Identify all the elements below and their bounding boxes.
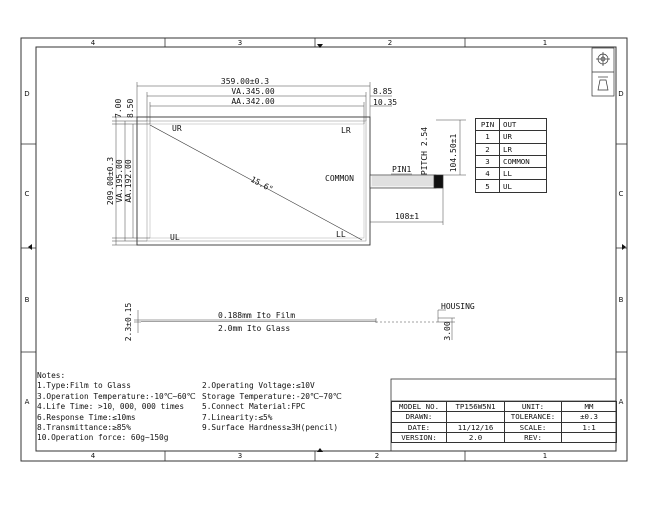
pin-table-header	[476, 119, 547, 131]
zone-top-3: 2	[387, 39, 393, 47]
zone-left-4: A	[24, 398, 30, 406]
zone-top-1: 4	[90, 39, 96, 47]
note-item: 4.Life Time: >10，000，000 times	[37, 402, 185, 412]
unit-label: UNIT:	[505, 402, 562, 412]
projection-symbol-icon	[592, 48, 614, 96]
notes-row	[37, 402, 387, 412]
dim-va-width: VA.345.00	[231, 87, 275, 96]
notes-row	[37, 433, 387, 443]
notes	[37, 371, 387, 444]
note-item: 1.Type:Film to Glass	[37, 381, 131, 391]
note-item: 2.Operating Voltage:≤10V	[202, 381, 315, 391]
dim-va-height: VA.195.00	[115, 159, 124, 203]
pin-number: 3	[476, 155, 500, 167]
dim-tail-length: 108±1	[394, 212, 420, 221]
label-common: COMMON	[325, 174, 354, 183]
dim-top-offset-inner: 8.50	[126, 98, 135, 118]
pin-row	[476, 143, 547, 155]
note-item: 7.Linearity:≤5%	[202, 412, 273, 422]
pin-row	[476, 155, 547, 167]
note-item: Storage Temperature:-20℃~70℃	[202, 391, 342, 401]
note-item: 8.Transmittance:≥85%	[37, 423, 131, 433]
date-label: DATE:	[392, 422, 447, 432]
pin-row	[476, 131, 547, 143]
zone-right-3: B	[618, 296, 624, 304]
notes-row	[37, 413, 387, 423]
zone-bottom-3: 2	[374, 452, 380, 460]
unit-value: MM	[562, 402, 617, 412]
dim-pitch: PITCH 2.54	[420, 126, 429, 176]
side-film-label: 0.188mm Ito Film	[218, 311, 296, 320]
label-ur: UR	[172, 124, 182, 133]
pin-row	[476, 180, 547, 192]
pin-output: LR	[500, 143, 547, 155]
zone-right-2: C	[618, 190, 624, 198]
pin-number: 2	[476, 143, 500, 155]
rev-label: REV:	[505, 432, 562, 442]
title-block-row	[392, 412, 617, 422]
date-value: 11/12/16	[447, 422, 505, 432]
title-block-row	[392, 432, 617, 442]
zone-bottom-4: 1	[542, 452, 548, 460]
zone-bottom-1: 4	[90, 452, 96, 460]
pin-output: COMMON	[500, 155, 547, 167]
pin-row	[476, 168, 547, 180]
tolerance-label: TOLERANCE:	[505, 412, 562, 422]
side-thickness-dim: 2.3±0.15	[124, 302, 133, 342]
side-housing-dim: 3.00	[443, 321, 452, 341]
label-lr: LR	[341, 126, 351, 135]
label-pin1: PIN1	[392, 165, 412, 174]
zone-right-4: A	[618, 398, 624, 406]
dim-overall-height: 209.00±0.3	[106, 156, 115, 206]
tolerance-value: ±0.3	[562, 412, 617, 422]
zone-left-1: D	[24, 90, 30, 98]
pin-number: 5	[476, 180, 500, 192]
notes-title: Notes:	[37, 371, 66, 380]
version-value: 2.0	[447, 432, 505, 442]
side-glass-label: 2.0mm Ito Glass	[218, 324, 291, 333]
drawn-value	[447, 412, 505, 422]
notes-row	[37, 381, 387, 391]
label-ul: UL	[170, 233, 180, 242]
title-block-row	[392, 402, 617, 412]
zone-top-4: 1	[542, 39, 548, 47]
dim-overall-width: 359.00±0.3	[220, 77, 270, 86]
fpc-tail	[370, 175, 443, 188]
label-ll: LL	[336, 230, 346, 239]
zone-top-2: 3	[237, 39, 243, 47]
scale-label: SCALE:	[505, 422, 562, 432]
notes-row	[37, 423, 387, 433]
title-block	[391, 401, 617, 443]
fpc-connector	[434, 175, 443, 188]
note-item: 9.Surface Hardness≥3H(pencil)	[202, 423, 339, 433]
pin-number: 1	[476, 131, 500, 143]
zone-bottom-2: 3	[237, 452, 243, 460]
model-value: TP156W5N1	[447, 402, 505, 412]
notes-row	[37, 392, 387, 402]
note-item: 5.Connect Material:FPC	[202, 402, 306, 412]
drawn-label: DRAWN:	[392, 412, 447, 422]
note-item: 6.Response Time:≤10ms	[37, 412, 136, 422]
zone-left-3: B	[24, 296, 30, 304]
zone-left-2: C	[24, 190, 30, 198]
dim-top-offset-outer: 7.00	[114, 98, 123, 118]
dim-aa-width: AA.342.00	[231, 97, 275, 106]
pin-number: 4	[476, 168, 500, 180]
pin-output: UR	[500, 131, 547, 143]
dim-right-offset-bottom: 10.35	[373, 98, 398, 107]
pin-table	[475, 118, 547, 193]
dim-right-offset-top: 8.85	[373, 87, 393, 96]
model-label: MODEL NO.	[392, 402, 447, 412]
pin-output: UL	[500, 180, 547, 192]
side-housing-label: HOUSING	[441, 302, 475, 311]
pin-output: LL	[500, 168, 547, 180]
note-item: 3.Operation Temperature:-10℃~60℃	[37, 391, 196, 401]
out-header: OUT	[500, 119, 547, 131]
scale-value: 1:1	[562, 422, 617, 432]
label-diagonal: 15.6"	[249, 174, 275, 195]
version-label: VERSION:	[392, 432, 447, 442]
dim-aa-height: AA.192.00	[124, 159, 133, 203]
dim-tail-height: 104.50±1	[449, 133, 458, 173]
title-block-row	[392, 422, 617, 432]
zone-right-1: D	[618, 90, 624, 98]
note-item: 10.Operation force: 60g~150g	[37, 433, 169, 443]
pin-header: PIN	[476, 119, 500, 131]
rev-value	[562, 432, 617, 442]
